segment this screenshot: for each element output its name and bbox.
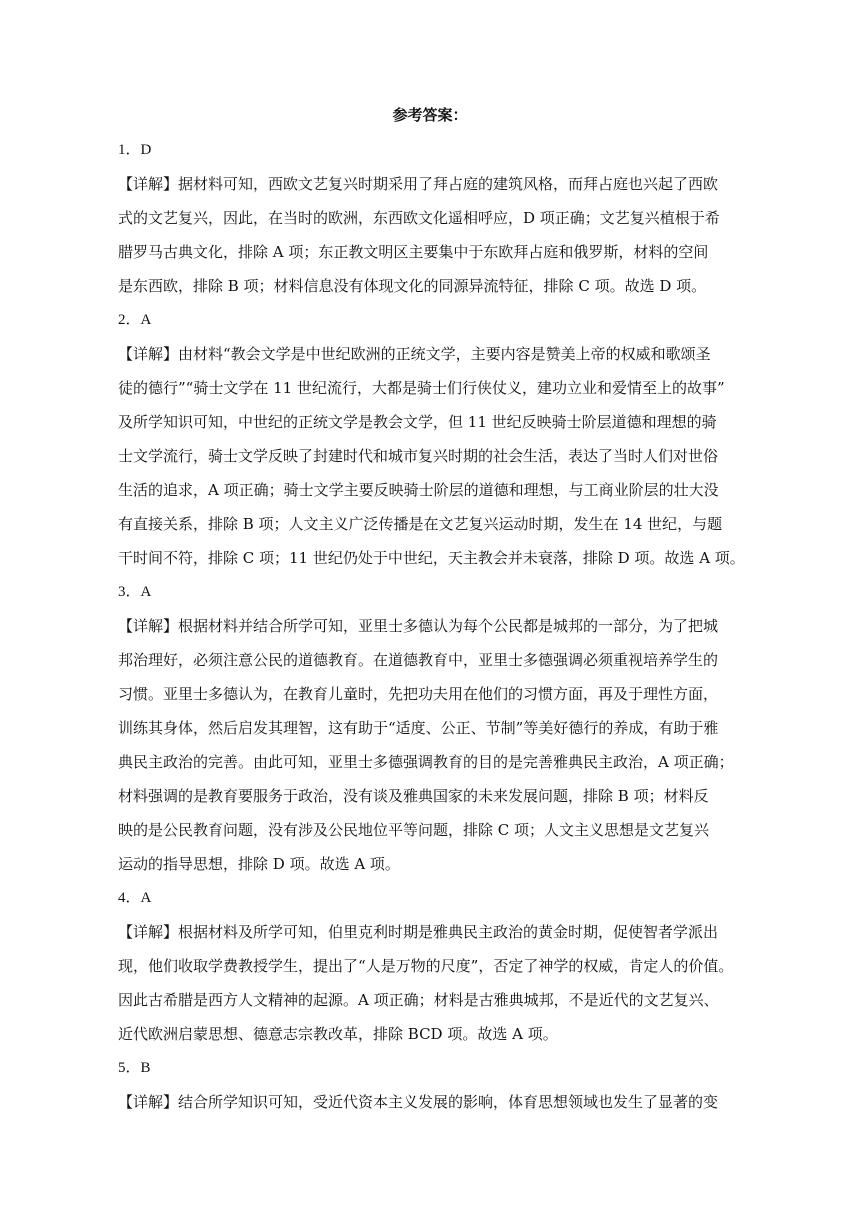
answer-item — [118, 303, 745, 575]
explanation-line: 【详解】根据材料并结合所学可知，亚里士多德认为每个公民都是城邦的一部分，为了把城 — [118, 617, 719, 635]
explanation-line: 及所学知识可知，中世纪的正统文学是教会文学，但 11 世纪反映骑士阶层道德和理想的骑 — [118, 413, 717, 431]
explanation-line: 【详解】根据材料及所学可知，伯里克利时期是雅典民主政治的黄金时期，促使智者学派出 — [118, 923, 719, 941]
explanation-line: 材料强调的是教育要服务于政治，没有谈及雅典国家的未来发展问题，排除 B 项；材料反 — [118, 787, 709, 805]
explanation-line: 徒的德行”“骑士文学在 11 世纪流行，大都是骑士们行侠仗义，建功立业和爱情至上的故事” — [118, 379, 725, 397]
explanation-line: 【详解】由材料“教会文学是中世纪欧洲的正统文学，主要内容是赞美上帝的权威和歌颂圣 — [118, 345, 711, 363]
answer-number: 2．A — [118, 312, 152, 328]
explanation-line: 式的文艺复兴，因此，在当时的欧洲，东西欧文化遥相呼应，D 项正确；文艺复兴植根于希 — [118, 209, 720, 227]
answer-number: 4．A — [118, 890, 152, 906]
answer-item — [118, 133, 742, 303]
explanation-line: 【详解】据材料可知，西欧文艺复兴时期采用了拜占庭的建筑风格，而拜占庭也兴起了西欧 — [118, 175, 719, 193]
explanation-line: 映的是公民教育问题，没有涉及公民地位平等问题，排除 C 项；人文主义思想是文艺复兴 — [118, 821, 710, 839]
explanation-line: 运动的指导思想，排除 D 项。故选 A 项。 — [118, 855, 400, 873]
answer-item — [118, 1051, 742, 1119]
explanation-line: 典民主政治的完善。由此可知，亚里士多德强调教育的目的是完善雅典民主政治，A 项正确； — [118, 753, 734, 771]
explanation-line: 腊罗马古典文化，排除 A 项；东正教文明区主要集中于东欧拜占庭和俄罗斯，材料的空间 — [118, 243, 709, 261]
explanation-line: 【详解】结合所学知识可知，受近代资本主义发展的影响，体育思想领域也发生了显著的变 — [118, 1093, 719, 1111]
explanation-line: 有直接关系，排除 B 项；人文主义广泛传播是在文艺复兴运动时期，发生在 14 世纪，与题 — [118, 515, 723, 533]
explanation-line: 士文学流行，骑士文学反映了封建时代和城市复兴时期的社会生活，表达了当时人们对世俗 — [118, 447, 719, 465]
explanation-line: 干时间不符，排除 C 项；11 世纪仍处于中世纪，天主教会并未衰落，排除 D 项。故选 A 项。 — [118, 549, 745, 567]
explanation-line: 生活的追求，A 项正确；骑士文学主要反映骑士阶层的道德和理想，与工商业阶层的壮大没 — [118, 481, 719, 499]
explanation-line: 因此古希腊是西方人文精神的起源。A 项正确；材料是古雅典城邦，不是近代的文艺复兴、 — [118, 991, 719, 1009]
answer-item — [118, 575, 742, 881]
explanation-line: 近代欧洲启蒙思想、德意志宗教改革，排除 BCD 项。故选 A 项。 — [118, 1025, 558, 1043]
explanation-line: 现，他们收取学费教授学生，提出了“人是万物的尺度”，否定了神学的权威，肯定人的价值。 — [118, 957, 734, 975]
explanation-line: 是东西欧，排除 B 项；材料信息没有体现文化的同源异流特征，排除 C 项。故选 D 项。 — [118, 277, 707, 295]
page-title: 参考答案： — [392, 106, 468, 124]
explanation-line: 习惯。亚里士多德认为，在教育儿童时，先把功夫用在他们的习惯方面，再及于理性方面， — [118, 685, 719, 703]
explanation-line: 邦治理好，必须注意公民的道德教育。在道德教育中，亚里士多德强调必须重视培养学生的 — [118, 651, 719, 669]
answer-item — [118, 881, 742, 1051]
explanation-line: 训练其身体，然后启发其理智，这有助于“适度、公正、节制”等美好德行的养成，有助于雅 — [118, 719, 719, 737]
answer-number: 3．A — [118, 584, 152, 600]
answer-number: 5．B — [118, 1060, 151, 1076]
answer-list — [118, 133, 745, 1119]
answer-number: 1．D — [118, 142, 152, 158]
